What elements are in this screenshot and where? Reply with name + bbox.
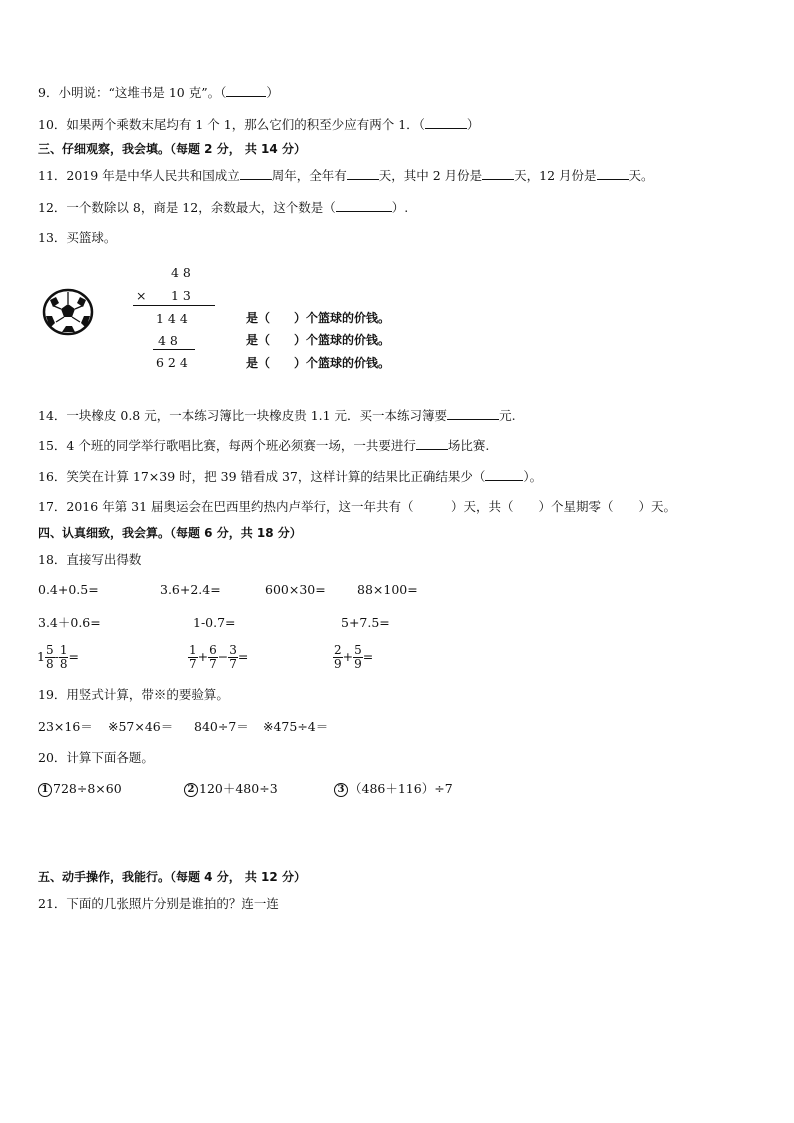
calc-item: 840÷7＝ (194, 719, 249, 734)
fraction: $\frac{5}{8}$ (45, 643, 54, 671)
fraction: $\frac{2}{9}$ (334, 643, 342, 671)
calc-item: 600×30= (265, 582, 326, 597)
divider-line (133, 305, 215, 306)
basketball-label-3: 是（ ）个篮球的价钱。 (246, 356, 391, 370)
calc-item: 1-0.7= (193, 615, 236, 630)
question-12: 12．一个数除以 8，商是 12，余数最大，这个数是（ ）. (38, 200, 409, 215)
circled-number: 2 (184, 783, 198, 797)
partial-product-1: 1 4 4 (156, 311, 188, 326)
fraction: $\frac{5}{9}$ (354, 643, 362, 671)
question-15: 15．4 个班的同学举行歌唱比赛，每两个班必须赛一场，一共要进行 场比赛. (38, 438, 490, 453)
answer-blank[interactable] (347, 167, 379, 180)
answer-blank[interactable] (482, 167, 514, 180)
circled-number: 3 (334, 783, 348, 797)
question-17: 17．2016 年第 31 届奥运会在巴西里约热内卢举行，这一年共有（ ）天，共（ ）个星期零（ ）天。 (38, 499, 677, 514)
question-11: 11．2019 年是中华人民共和国成立 周年，全年有 天，其中 2 月份是 天，12 月份是 天。 (38, 168, 654, 183)
answer-blank[interactable] (425, 116, 467, 129)
partial-product-2: 4 8 (158, 333, 178, 348)
calc-item: ※475÷4＝ (263, 719, 329, 734)
calc-item: 5+7.5= (341, 615, 390, 630)
fraction: $\frac{1}{7}$ (189, 643, 197, 671)
answer-blank[interactable] (597, 167, 629, 180)
question-20-text: 20．计算下面各题。 (38, 750, 154, 765)
answer-blank[interactable] (240, 167, 272, 180)
calc-item: 3 （486＋116）÷7 (334, 781, 453, 797)
question-13-text: 13．买篮球。 (38, 230, 117, 245)
calc-item: ※57×46＝ (108, 719, 174, 734)
question-19-text: 19．用竖式计算，带※的要验算。 (38, 687, 229, 702)
answer-blank[interactable] (336, 199, 392, 212)
fraction-expression-2: $\frac{1}{7}$ + $\frac{6}{7}$ − $\frac{3}{7}$ = (189, 643, 249, 671)
calc-item: 3.4＋0.6= (38, 615, 101, 630)
multiplier: 1 3 (171, 288, 191, 303)
answer-blank[interactable] (226, 84, 266, 97)
basketball-label-1: 是（ ）个篮球的价钱。 (246, 311, 391, 325)
answer-blank[interactable] (416, 437, 448, 450)
fraction-expression-3: $\frac{2}{9}$ + $\frac{5}{9}$ = (334, 643, 374, 671)
fraction: $\frac{3}{7}$ (229, 643, 237, 671)
basketball-label-2: 是（ ）个篮球的价钱。 (246, 333, 391, 347)
calc-item: 0.4+0.5= (38, 582, 99, 597)
circled-number: 1 (38, 783, 52, 797)
calc-item: 2 120＋480÷3 (184, 781, 278, 797)
question-14: 14．一块橡皮 0.8 元，一本练习簿比一块橡皮贵 1.1 元．买一本练习簿要 元. (38, 408, 516, 423)
fraction: $\frac{6}{7}$ (209, 643, 217, 671)
calc-item: 3.6+2.4= (160, 582, 221, 597)
question-10-text: 10．如果两个乘数末尾均有 1 个 1，那么它们的积至少应有两个 1．（ (38, 117, 425, 132)
question-9-text: 9．小明说：“这堆书是 10 克”。（ (38, 85, 227, 100)
calc-item: 1 728÷8×60 (38, 781, 122, 797)
question-9: 9．小明说：“这堆书是 10 克”。（ ） (38, 85, 279, 100)
fraction-expression-1: 1 $\frac{5}{8}$ - $\frac{1}{8}$ = (37, 643, 79, 671)
calc-item: 23×16＝ (38, 719, 93, 734)
section-5-heading: 五、动手操作，我能行。（每题 4 分， 共 12 分） (38, 870, 306, 884)
multiplicand: 4 8 (171, 265, 191, 280)
question-18-text: 18．直接写出得数 (38, 552, 142, 567)
calc-item: 88×100= (357, 582, 418, 597)
section-4-heading: 四、认真细致，我会算。（每题 6 分，共 18 分） (38, 526, 302, 540)
answer-blank[interactable] (485, 468, 523, 481)
question-10: 10．如果两个乘数末尾均有 1 个 1，那么它们的积至少应有两个 1．（ ） (38, 117, 480, 132)
question-16: 16．笑笑在计算 17×39 时，把 39 错看成 37，这样计算的结果比正确结果少（ ）。 (38, 469, 543, 484)
soccer-ball-icon (42, 288, 94, 336)
product: 6 2 4 (156, 355, 188, 370)
fraction: $\frac{1}{8}$ (59, 643, 68, 671)
answer-blank[interactable] (447, 407, 499, 420)
divider-line (153, 349, 195, 350)
times-sign: × (136, 288, 147, 303)
question-21-text: 21．下面的几张照片分别是谁拍的？连一连 (38, 896, 279, 911)
section-3-heading: 三、仔细观察，我会填。（每题 2 分， 共 14 分） (38, 142, 306, 156)
